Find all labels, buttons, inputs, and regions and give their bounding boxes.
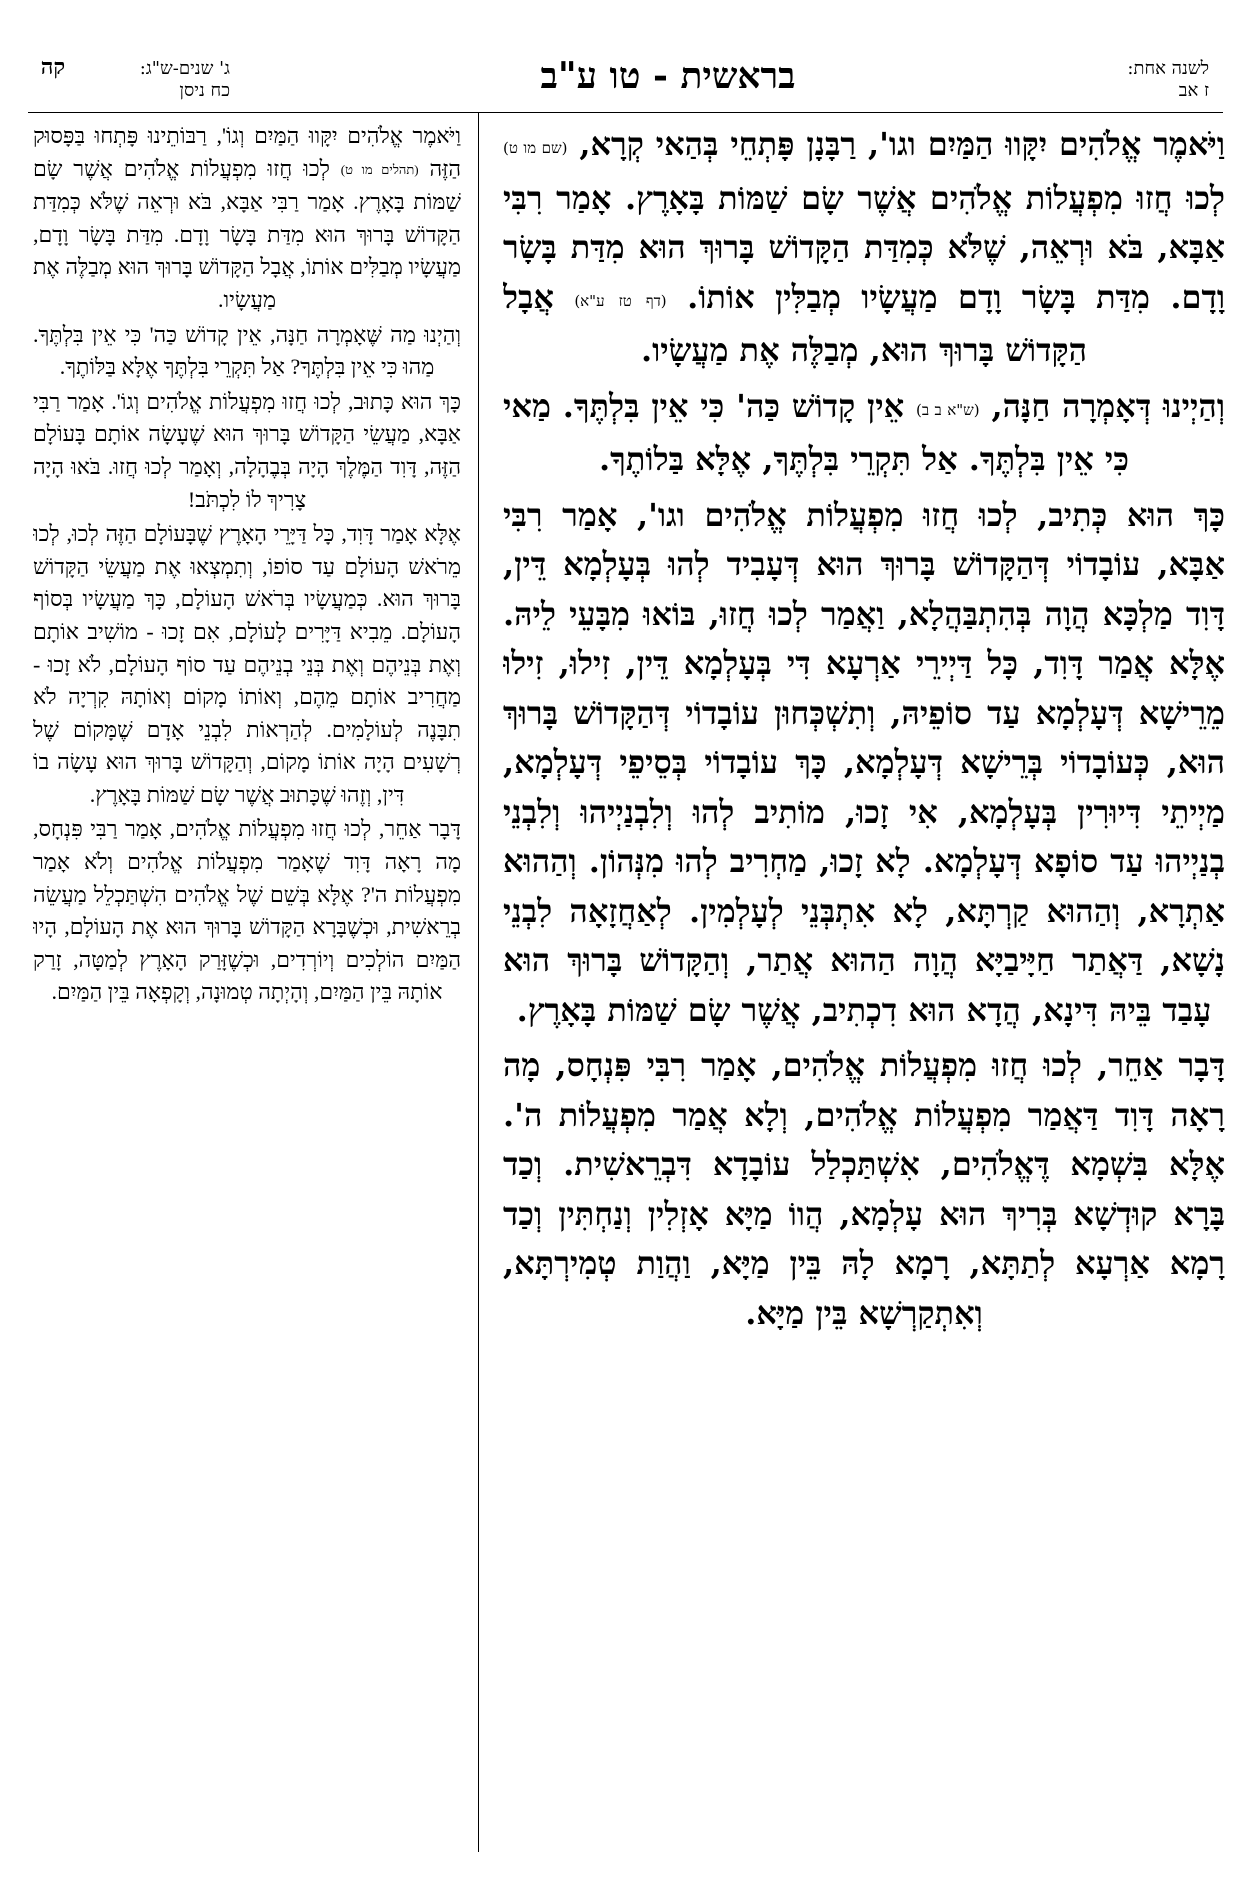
- main-paragraph: וַיֹּאמֶר אֱלֹהִים יִקָּווּ הַמַּיִם וגו', רַבָּנָן פָּתְחֵי בְּהַאי קְרָא, (שם מו ט) לְכוּ חֲזוּ מִפְעֲלוֹת אֱלֹהִים אֲשֶׁר שָׂם שַׁמּוֹת בָּאָרֶץ. אָמַר רִבִּי אַבָּא, בֹּא וּרְאֵה, שֶׁלֹּא כְּמִדַּת הַקָּדוֹשׁ בָּרוּךְ הוּא מִדַּת בָּשָׂר וָדָם. מִדַּת בָּשָׂר וָדָם מַעֲשָׂיו מְבַלִּין אוֹתוֹ. (דף טז ע"א) אֲבָל הַקָּדוֹשׁ בָּרוּךְ הוּא, מְבַלֶּה אֶת מַעֲשָׂיו.: [503, 125, 1225, 369]
- translation-paragraph: וְהַיְנוּ מַה שֶּׁאָמְרָה חַנָּה, אֵין קָדוֹשׁ כַּה' כִּי אֵין בִּלְתֶּךָ. מַהוּ כִּי אֵין בִּלְתֶּךָ? אַל תִּקְרֵי בִּלְתֶּךָ אֶלָּא בַּלּוֹתֶךָ.: [33, 321, 461, 380]
- translation-paragraph: כָּךְ הוּא כָּתוּב, לְכוּ חֲזוּ מִפְעֲלוֹת אֱלֹהִים וְגוֹ'. אָמַר רַבִּי אַבָּא, מַעֲשֵׂי הַקָּדוֹשׁ בָּרוּךְ הוּא שֶׁעָשָׂה אוֹתָם בָּעוֹלָם הַזֶּה, דָּוִד הַמֶּלֶךְ הָיָה בְּבֶהָלָה, וְאָמַר לְכוּ חֲזוּ. בֹּאוּ הָיָה צָרִיךְ לוֹ לִכְתֹּב!: [33, 388, 461, 512]
- schedule-label: לשנה אחת:: [1127, 58, 1209, 79]
- translation-column: [33, 120, 461, 1840]
- schedule-date: ז אב: [1178, 80, 1209, 101]
- verse-reference: (שם מו ט): [503, 139, 568, 157]
- main-paragraph: דָּבָר אַחֵר, לְכוּ חֲזוּ מִפְעֲלוֹת אֱלֹהִים, אָמַר רִבִּי פִּנְחָס, מָה רָאָה דָּוִד דַּאֲמַר מִפְעֲלוֹת אֱלֹהִים, וְלָא אֲמַר מִפְעֲלוֹת ה'. אֶלָּא בִּשְׁמָא דֶּאֱלֹהִים, אִשְׁתַּכְלַל עוֹבָדָא דִּבְרֵאשִׁית. וְכַד בָּרָא קוּדְשָׁא בְּרִיךְ הוּא עָלְמָא, הֲווֹ מַיָּא אָזְלִין וְנַחְתִּין וְכַד רָמָא אַרְעָא לְתַתָּא, רָמָא לָהּ בֵּין מַיָּא, וַהֲוַת טְמִירְתָּא, וְאִתְקַרְשָׁא בֵּין מַיָּא.: [503, 1046, 1225, 1332]
- folio-reference: (דף טז ע"א): [574, 291, 667, 310]
- schedule-date: כח ניסן: [179, 80, 230, 101]
- translation-paragraph: דָּבָר אַחֵר, לְכוּ חֲזוּ מִפְעֲלוֹת אֱלֹהִים, אָמַר רַבִּי פִּנְחָס, מָה רָאָה דָּוִד שֶׁאָמַר מִפְעֲלוֹת אֱלֹהִים וְלֹא אָמַר מִפְעֲלוֹת ה'? אֶלָּא בְּשֵׁם שֶׁל אֱלֹהִים הִשְׁתַּכְלֵל מַעֲשֵׂה בְרֵאשִׁית, וּכְשֶׁבָּרָא הַקָּדוֹשׁ בָּרוּךְ הוּא אֶת הָעוֹלָם, הָיוּ הַמַּיִם הוֹלְכִים וְיוֹרְדִים, וּכְשֶׁזָּרַק הָאָרֶץ לְמַטָּה, זָרַק אוֹתָהּ בֵּין הַמַּיִם, וְהָיְתָה טְמוּנָה, וְקָפְאָה בֵּין הַמַּיִם.: [33, 816, 461, 1005]
- schedule-label: ג' שנים-ש"ג:: [139, 58, 230, 79]
- verse-reference: (תהלים מו ט): [340, 161, 419, 177]
- translation-paragraph: וַיֹּאמֶר אֱלֹהִים יִקָּווּ הַמַּיִם וְגוֹ', רַבּוֹתֵינוּ פָּתְחוּ בַּפָּסוּק הַזֶּה (תהלים מו ט) לְכוּ חֲזוּ מִפְעֲלוֹת אֱלֹהִים אֲשֶׁר שָׂם שַׁמּוֹת בָּאָרֶץ. אָמַר רַבִּי אַבָּא, בֹּא וּרְאֵה שֶׁלֹּא כְּמִדַּת הַקָּדוֹשׁ בָּרוּךְ הוּא מִדַּת בָּשָׂר וָדָם. מִדַּת בָּשָׂר וָדָם, מַעֲשָׂיו מְבַלִּים אוֹתוֹ, אֲבָל הַקָּדוֹשׁ בָּרוּךְ הוּא מְבַלֶּה אֶת מַעֲשָׂיו.: [33, 123, 461, 312]
- header-divider: [28, 112, 1223, 113]
- page-title: בראשית - טו ע"ב: [540, 55, 796, 97]
- main-paragraph: וְהַיְינוּ דְּאָמְרָה חַנָּה, (ש"א ב ב) אֵין קָדוֹשׁ כַּה' כִּי אֵין בִּלְתֶּךָ. מַאי כִּי אֵין בִּלְתֶּךָ. אַל תִּקְרֵי בִּלְתֶּךָ, אֶלָּא בַּלוֹתֶךָ.: [503, 386, 1225, 478]
- translation-paragraph: אֶלָּא אָמַר דָּוִד, כָּל דַּיָּרֵי הָאָרֶץ שֶׁבָּעוֹלָם הַזֶּה לְכוּ, לְכוּ מֵרֹאשׁ הָעוֹלָם עַד סוֹפוֹ, וְתִמְצְאוּ אֶת מַעֲשֵׂי הַקָּדוֹשׁ בָּרוּךְ הוּא. כְּמַעֲשָׂיו בְּרֹאשׁ הָעוֹלָם, כָּךְ מַעֲשָׂיו בְּסוֹף הָעוֹלָם. מֵבִיא דַּיָּרִים לָעוֹלָם, אִם זָכוּ - מוֹשִׁיב אוֹתָם וְאֶת בְּנֵיהֶם וְאֶת בְּנֵי בְנֵיהֶם עַד סוֹף הָעוֹלָם, לֹא זָכוּ - מַחֲרִיב אוֹתָם מֵהֶם, וְאוֹתוֹ מָקוֹם וְאוֹתָהּ קִרְיָה לֹא תִבָּנֶה לְעוֹלָמִים. לְהַרְאוֹת לִבְנֵי אָדָם שֶׁמָּקוֹם שֶׁל רְשָׁעִים הָיָה אוֹתוֹ מָקוֹם, וְהַקָּדוֹשׁ בָּרוּךְ הוּא עָשָׂה בוֹ דִּין, וְזֶהוּ שֶׁכָּתוּב אֲשֶׁר שָׂם שַׁמּוֹת בָּאָרֶץ.: [33, 521, 461, 807]
- page-header: [28, 50, 1223, 110]
- page-number: קה: [40, 54, 66, 80]
- column-divider: [478, 112, 479, 1852]
- main-text-column: [503, 120, 1225, 1820]
- verse-reference: (ש"א ב ב): [915, 400, 980, 419]
- study-schedule-one-year: [1127, 58, 1209, 102]
- main-paragraph: כָּךְ הוּא כְּתִיב, לְכוּ חֲזוּ מִפְעֲלוֹת אֱלֹהִים וגו', אָמַר רִבִּי אַבָּא, עוֹבָדוֹי דְּהַקָּדוֹשׁ בָּרוּךְ הוּא דְּעָבִיד לְהוּ בְּעָלְמָא דֵּין, דָּוִד מַלְכָּא הֲוָה בְּהִתְבַּהֲלָא, וַאֲמַר לְכוּ חֲזוּ, בּוֹאוּ מִבָּעֵי לֵיהּ. אֶלָּא אֲמַר דָּוִד, כָּל דַּיְירֵי אַרְעָא דִּי בְּעָלְמָא דֵּין, זִילוּ, זִילוּ מֵרֵישָׁא דְּעָלְמָא עַד סוֹפֵיהּ, וְתִשְׁכְּחוּן עוֹבָדוֹי דְּהַקָּדוֹשׁ בָּרוּךְ הוּא, כְּעוֹבָדוֹי בְּרֵישָׁא דְּעָלְמָא, כָּךְ עוֹבָדוֹי בְּסֵיפֵי דְּעָלְמָא, מַיְיתֵי דִּיוּרִין בְּעָלְמָא, אִי זָכוּ, מוֹתִיב לְהוּ וְלִבְנַיְיהוּ וְלִבְנֵי בְנַיְיהוּ עַד סוֹפָא דְּעָלְמָא. לָא זָכוּ, מַחְרִיב לְהוּ מִנְּהוֹן. וְהַהוּא אַתְרָא, וְהַהוּא קַרְתָּא, לָא אִתְבְּנֵי לְעָלְמִין. לְאַחֲזָאָה לִבְנֵי נָשָׁא, דַּאֲתַר חַיָּיבַיָּא הֲוָה הַהוּא אֲתַר, וְהַקָּדוֹשׁ בָּרוּךְ הוּא עָבַד בֵּיהּ דִּינָא, הֲדָא הוּא דִכְתִיב, אֲשֶׁר שָׂם שַׁמּוֹת בָּאָרֶץ.: [503, 495, 1225, 1029]
- study-schedule-three-years: [100, 58, 230, 102]
